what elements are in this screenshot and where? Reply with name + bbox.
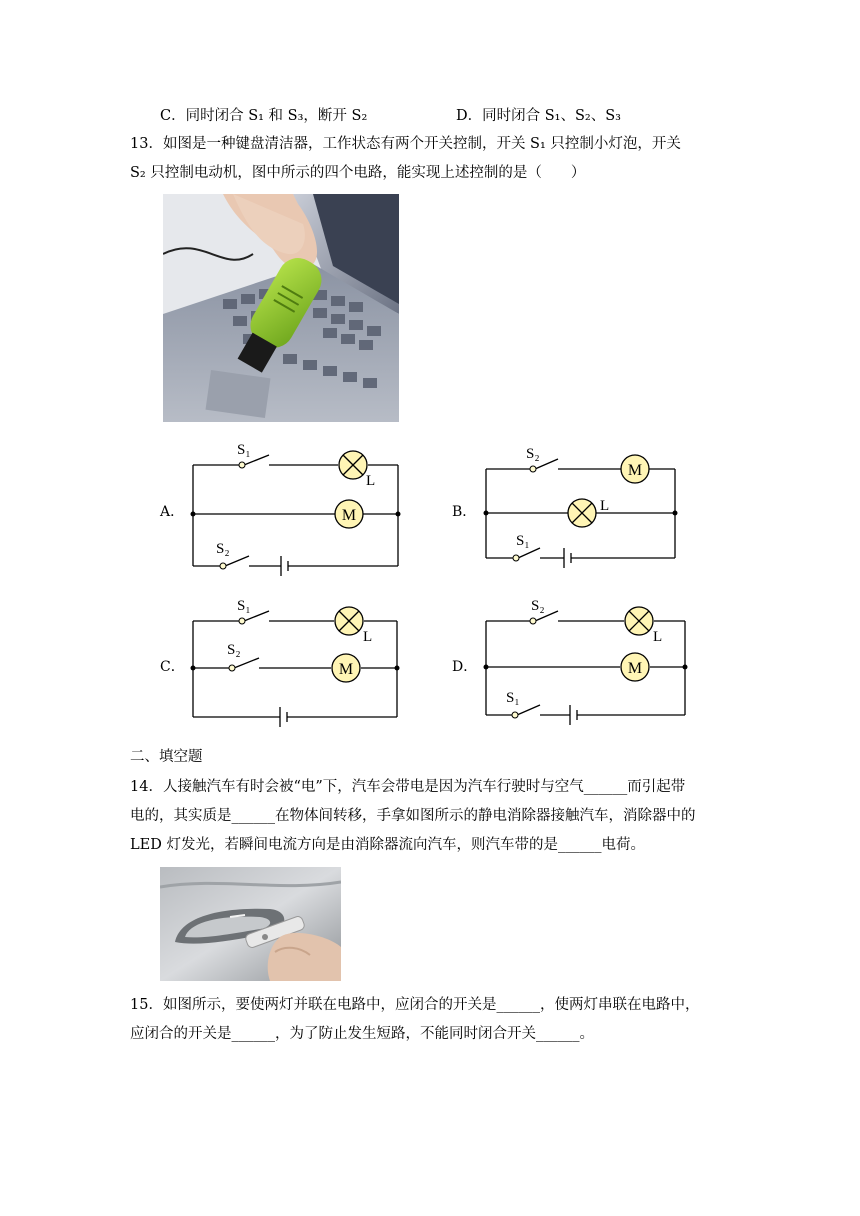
svg-text:M: M	[338, 661, 354, 678]
circuit-d-diagram	[478, 592, 693, 731]
svg-text:S₂: S₂	[227, 642, 241, 658]
question-15-line-1: 15．如图所示，要使两灯并联在电路中，应闭合的开关是______，使两灯串联在电路中，	[130, 997, 700, 1013]
question-13-line-2: S₂ 只控制电动机，图中所示的四个电路，能实现上述控制的是（ ）	[130, 165, 586, 181]
question-14-line-3: LED 灯发光，若瞬间电流方向是由消除器流向汽车，则汽车带的是______电荷。	[130, 837, 645, 853]
svg-text:S₂: S₂	[526, 446, 540, 462]
circuit-b-label: B．	[452, 504, 477, 520]
static-eliminator-photo	[160, 867, 341, 981]
question-15-line-2: 应闭合的开关是______，为了防止发生短路，不能同时闭合开关______。	[130, 1026, 594, 1042]
svg-text:L: L	[366, 473, 376, 489]
circuit-a-diagram	[185, 436, 407, 580]
circuit-c-label: C．	[160, 659, 185, 675]
svg-text:S₁: S₁	[506, 690, 520, 706]
motor-symbol: M	[341, 507, 357, 524]
circuit-d-label: D．	[452, 659, 478, 675]
svg-text:L: L	[363, 629, 373, 645]
option-c: C．同时闭合 S₁ 和 S₃，断开 S₂	[160, 108, 368, 124]
question-14-line-2: 电的，其实质是______在物体间转移，手拿如图所示的静电消除器接触汽车，消除器中的	[130, 808, 696, 824]
circuit-c-diagram	[185, 592, 407, 731]
svg-text:S₁: S₁	[516, 533, 530, 549]
svg-text:L: L	[653, 629, 663, 645]
question-14-line-1: 14．人接触汽车有时会被“电”下，汽车会带电是因为汽车行驶时与空气______而引起带	[130, 779, 686, 795]
keyboard-cleaner-photo	[163, 194, 399, 422]
svg-text:S₁: S₁	[237, 442, 251, 458]
circuit-a-label: A．	[160, 504, 185, 520]
section-heading: 二、填空题	[130, 749, 203, 765]
svg-text:L: L	[600, 498, 610, 514]
question-13-line-1: 13．如图是一种键盘清洁器，工作状态有两个开关控制，开关 S₁ 只控制小灯泡，开关	[130, 136, 681, 152]
circuit-b-diagram	[478, 440, 688, 584]
svg-text:S₂: S₂	[531, 598, 545, 614]
svg-text:M: M	[627, 660, 643, 677]
svg-text:S₁: S₁	[237, 598, 251, 614]
svg-text:M: M	[627, 462, 643, 479]
svg-text:S₂: S₂	[216, 541, 230, 557]
option-d: D．同时闭合 S₁、S₂、S₃	[456, 108, 621, 124]
